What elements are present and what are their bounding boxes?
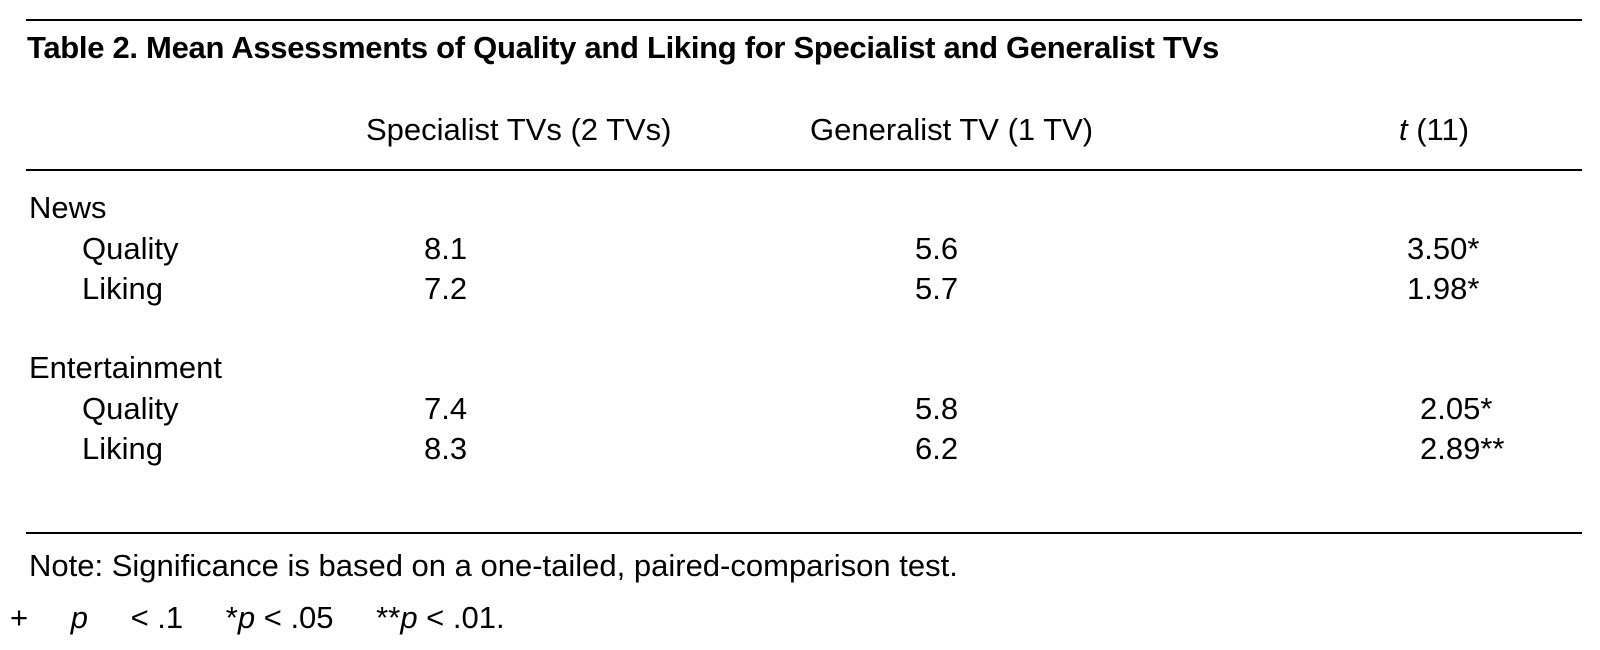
significance-legend bbox=[10, 600, 539, 636]
table-note: Note: Significance is based on a one-tailed, paired-comparison test. bbox=[29, 548, 958, 583]
table-title: Table 2. Mean Assessments of Quality and Liking for Specialist and Generalist TVs bbox=[27, 30, 1219, 65]
cell-news-liking-specialist: 7.2 bbox=[424, 271, 468, 306]
significance-plus-condition: < .1 bbox=[121, 600, 184, 635]
cell-entertainment-liking-generalist: 6.2 bbox=[915, 431, 959, 466]
cell-news-liking-generalist: 5.7 bbox=[915, 271, 959, 306]
significance-plus-prefix: + bbox=[10, 600, 37, 635]
row-label-entertainment-quality: Quality bbox=[82, 391, 179, 426]
cell-entertainment-liking-specialist: 8.3 bbox=[424, 431, 468, 466]
header-rule bbox=[26, 169, 1582, 171]
cell-entertainment-liking-t: 2.89** bbox=[1420, 431, 1505, 466]
group-label-entertainment: Entertainment bbox=[29, 350, 222, 385]
row-label-news-liking: Liking bbox=[82, 271, 163, 306]
significance-one-star bbox=[226, 600, 334, 635]
significance-one-star-p: p bbox=[237, 600, 256, 635]
cell-entertainment-quality-generalist: 5.8 bbox=[915, 391, 959, 426]
column-header-generalist: Generalist TV (1 TV) bbox=[810, 112, 1094, 147]
significance-plus-p: p bbox=[70, 600, 88, 635]
t-degrees-of-freedom: (11) bbox=[1407, 112, 1470, 147]
column-header-t bbox=[1399, 112, 1469, 148]
group-label-news: News bbox=[29, 190, 107, 225]
cell-news-quality-specialist: 8.1 bbox=[424, 231, 468, 266]
significance-plus bbox=[10, 600, 183, 635]
cell-news-liking-t: 1.98* bbox=[1407, 271, 1480, 306]
cell-news-quality-t: 3.50* bbox=[1407, 231, 1480, 266]
bottom-rule bbox=[26, 532, 1582, 534]
significance-two-star-condition: < .01. bbox=[417, 600, 505, 635]
top-rule bbox=[26, 19, 1582, 21]
cell-entertainment-quality-t: 2.05* bbox=[1420, 391, 1493, 426]
significance-two-star bbox=[376, 600, 504, 635]
t-symbol: t bbox=[1399, 112, 1408, 147]
cell-news-quality-generalist: 5.6 bbox=[915, 231, 959, 266]
column-header-specialist: Specialist TVs (2 TVs) bbox=[366, 112, 672, 147]
significance-two-star-prefix: ** bbox=[376, 600, 401, 635]
significance-one-star-prefix: * bbox=[225, 600, 238, 635]
significance-two-star-p: p bbox=[400, 600, 418, 635]
significance-one-star-condition: < .05 bbox=[255, 600, 334, 635]
cell-entertainment-quality-specialist: 7.4 bbox=[424, 391, 468, 426]
row-label-news-quality: Quality bbox=[82, 231, 179, 266]
row-label-entertainment-liking: Liking bbox=[82, 431, 163, 466]
